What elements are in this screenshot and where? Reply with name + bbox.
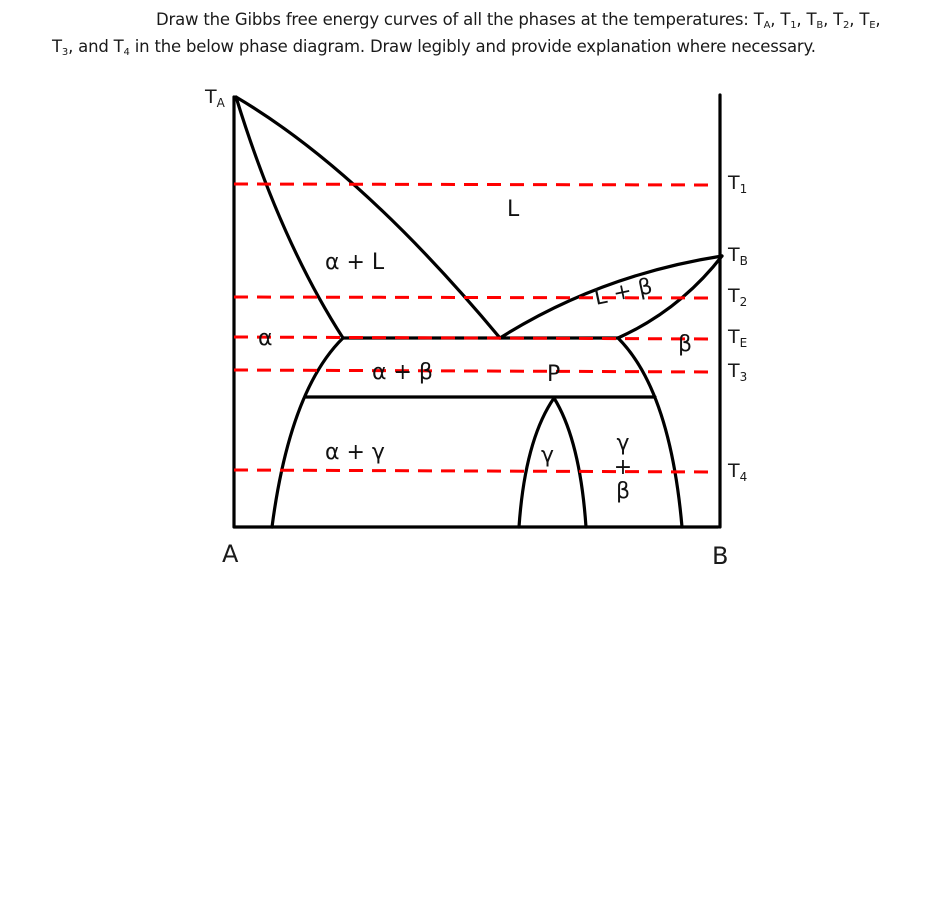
question-line-2-text: in the below phase diagram. Draw legibly and provide explanation where necessary. (134, 37, 816, 56)
phase-label-beta: β (678, 332, 693, 357)
label-TA: $T_A$ (205, 86, 225, 110)
temp-T2: $T_2$ (833, 10, 850, 31)
phase-label-alpha-plus-gamma: α + γ (325, 440, 385, 465)
phase-label-alpha: α (258, 326, 273, 351)
dashed-T1 (234, 184, 716, 185)
temp-T4: $T_4$ (113, 37, 130, 58)
temp-TA: $T_A$ (753, 10, 771, 31)
alpha-solvus (272, 338, 343, 527)
phase-label-L-plus-beta: L + β (592, 274, 655, 311)
dashed-T4 (234, 470, 716, 472)
label-T2: $T_2$ (728, 285, 748, 309)
temp-T1: $T_1$ (780, 10, 797, 31)
phase-label-L: L (507, 197, 520, 222)
axis-label-A: A (222, 540, 239, 568)
label-T4: $T_4$ (728, 460, 748, 484)
question-line-2: $T_3$, and $T_4$ in the below phase diagram. Draw legibly and provide explanation where necessary. (52, 37, 816, 58)
gamma-right (554, 398, 586, 527)
axis-label-B: B (712, 542, 729, 570)
label-TE: $T_E$ (728, 326, 748, 350)
phase-label-gamma: γ (541, 443, 555, 468)
temp-TB: $T_B$ (806, 10, 824, 31)
label-T3: $T_3$ (728, 360, 748, 384)
temp-T3: $T_3$ (52, 37, 69, 58)
temp-TE: $T_E$ (859, 10, 876, 31)
phase-label-P: P (547, 362, 561, 387)
phase-label-alpha-plus-L: α + L (325, 250, 385, 275)
phase-label-alpha-plus-beta: α + β (372, 360, 433, 385)
dashed-TE (234, 337, 716, 339)
question-line-1: Draw the Gibbs free energy curves of all the phases at the temperatures: $T_A$, $T_1$, $T_B$, $T_2$, $T_E$, (156, 10, 881, 31)
question-line-1-text: Draw the Gibbs free energy curves of all the phases at the temperatures: (156, 10, 749, 29)
liquidus-A (236, 97, 500, 338)
label-TB: $T_B$ (728, 244, 748, 268)
label-T1: $T_1$ (728, 172, 748, 196)
phase-label-gamma-plus-beta: γ + β (613, 431, 633, 504)
